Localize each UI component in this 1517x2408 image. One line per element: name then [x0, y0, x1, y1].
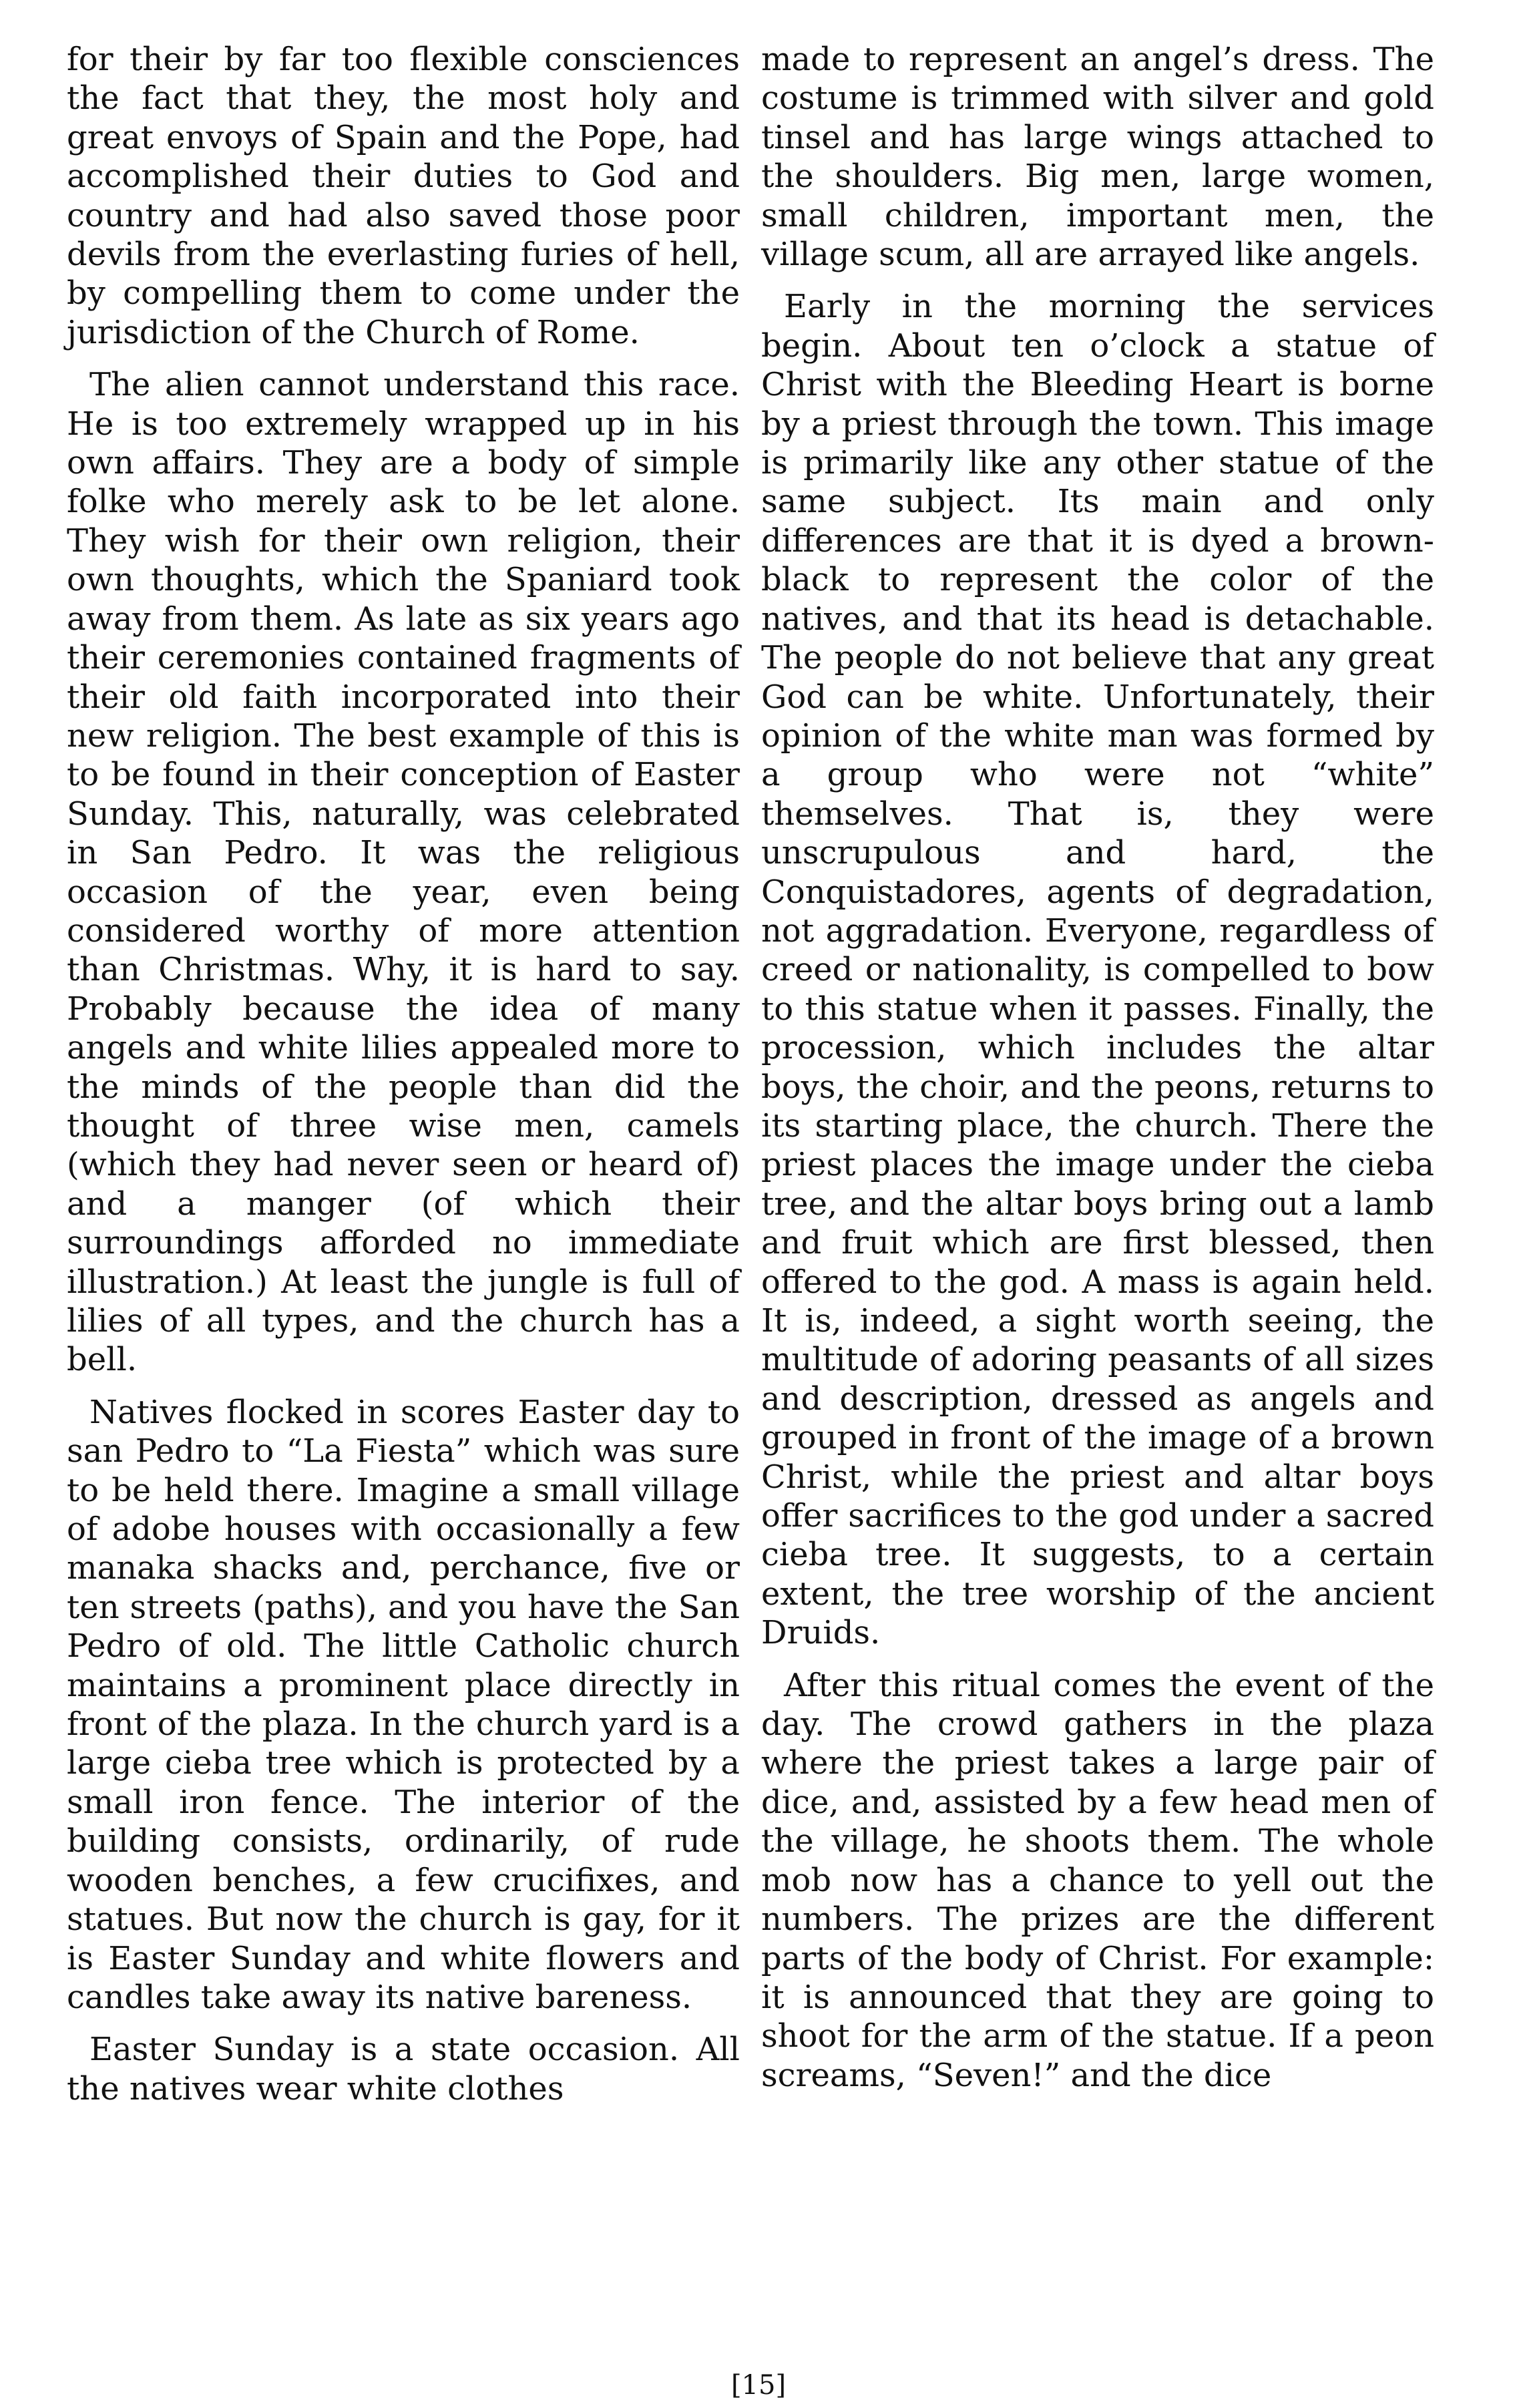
right-paragraph-2: Early in the morning the services begin. About ten o’clock a statue of Christ with the Bleeding Heart is borne by a priest through the town. This image is primarily like any other statue of the same subject. Its main and only differences are that it is dyed a brown-black to represent the color of the natives, and that its head is detachable. The people do not believe that any great God can be white. Unfortunately, their opinion of the white man was formed by a group who were not “white” themselves. That is, they were unscrupulous and hard, the Conquistadores, agents of degradation, not aggradation. Everyone, regardless of creed or nationality, is compelled to bow to this statue when it passes. Finally, the procession, which includes the altar boys, the choir, and the peons, returns to its starting place, the church. There the priest places the image under the cieba tree, and the altar boys bring out a lamb and fruit which are first blessed, then offered to the god. A mass is again held. It is, indeed, a sight worth seeing, the multitude of adoring peasants of all sizes and description, dressed as angels and grouped in front of the image of a brown Christ, while the priest and altar boys offer sacrifices to the god under a sacred cieba tree. It suggests, to a certain extent, the tree worship of the ancient Druids.: [761, 288, 1434, 1652]
right-paragraph-3: After this ritual comes the event of the day. The crowd gathers in the plaza where the priest takes a large pair of dice, and, assisted by a few head men of the village, he shoots them. The whole mob now has a chance to yell out the numbers. The prizes are the different parts of the body of Christ. For example: it is announced that they are going to shoot for the arm of the statue. If a peon screams, “Seven!” and the dice: [761, 1666, 1434, 2094]
page-number: [15]: [730, 2370, 787, 2401]
left-paragraph-1: for their by far too flexible consciences the fact that they, the most holy and great envoys of Spain and the Pope, had accomplished their duties to God and country and had also saved those poor devils from the everlasting furies of hell, by compelling them to come under the jurisdiction of the Church of Rome.: [67, 41, 740, 351]
left-column: [67, 40, 740, 2108]
right-column: [761, 40, 1434, 2095]
left-paragraph-4: Easter Sunday is a state occasion. All the natives wear white clothes: [67, 2031, 740, 2108]
right-paragraph-1: made to represent an angel’s dress. The costume is trimmed with silver and gold tinsel and has large wings attached to the shoulders. Big men, large women, small children, important men, the village scum, all are arrayed like angels.: [761, 41, 1434, 274]
left-paragraph-3: Natives flocked in scores Easter day to san Pedro to “La Fiesta” which was sure to be held there. Imagine a small village of adobe houses with occasionally a few manaka shacks and, perchance, five or ten streets (paths), and you have the San Pedro of old. The little Catholic church maintains a prominent place directly in front of the plaza. In the church yard is a large cieba tree which is protected by a small iron fence. The interior of the building consists, ordinarily, of rude wooden benches, a few crucifixes, and statues. But now the church is gay, for it is Easter Sunday and white flowers and candles take away its native bareness.: [67, 1393, 740, 2016]
left-paragraph-2: The alien cannot understand this race. He is too extremely wrapped up in his own affairs. They are a body of simple folke who merely ask to be let alone. They wish for their own religion, their own thoughts, which the Spaniard took away from them. As late as six years ago their ceremonies contained fragments of their old faith incorporated into their new religion. The best example of this is to be found in their conception of Easter Sunday. This, naturally, was celebrated in San Pedro. It was the religious occasion of the year, even being considered worthy of more attention than Christmas. Why, it is hard to say. Probably because the idea of many angels and white lilies appealed more to the minds of the people than did the thought of three wise men, camels (which they had never seen or heard of) and a manger (of which their surroundings afforded no immediate illustration.) At least the jungle is full of lilies of all types, and the church has a bell.: [67, 366, 740, 1379]
